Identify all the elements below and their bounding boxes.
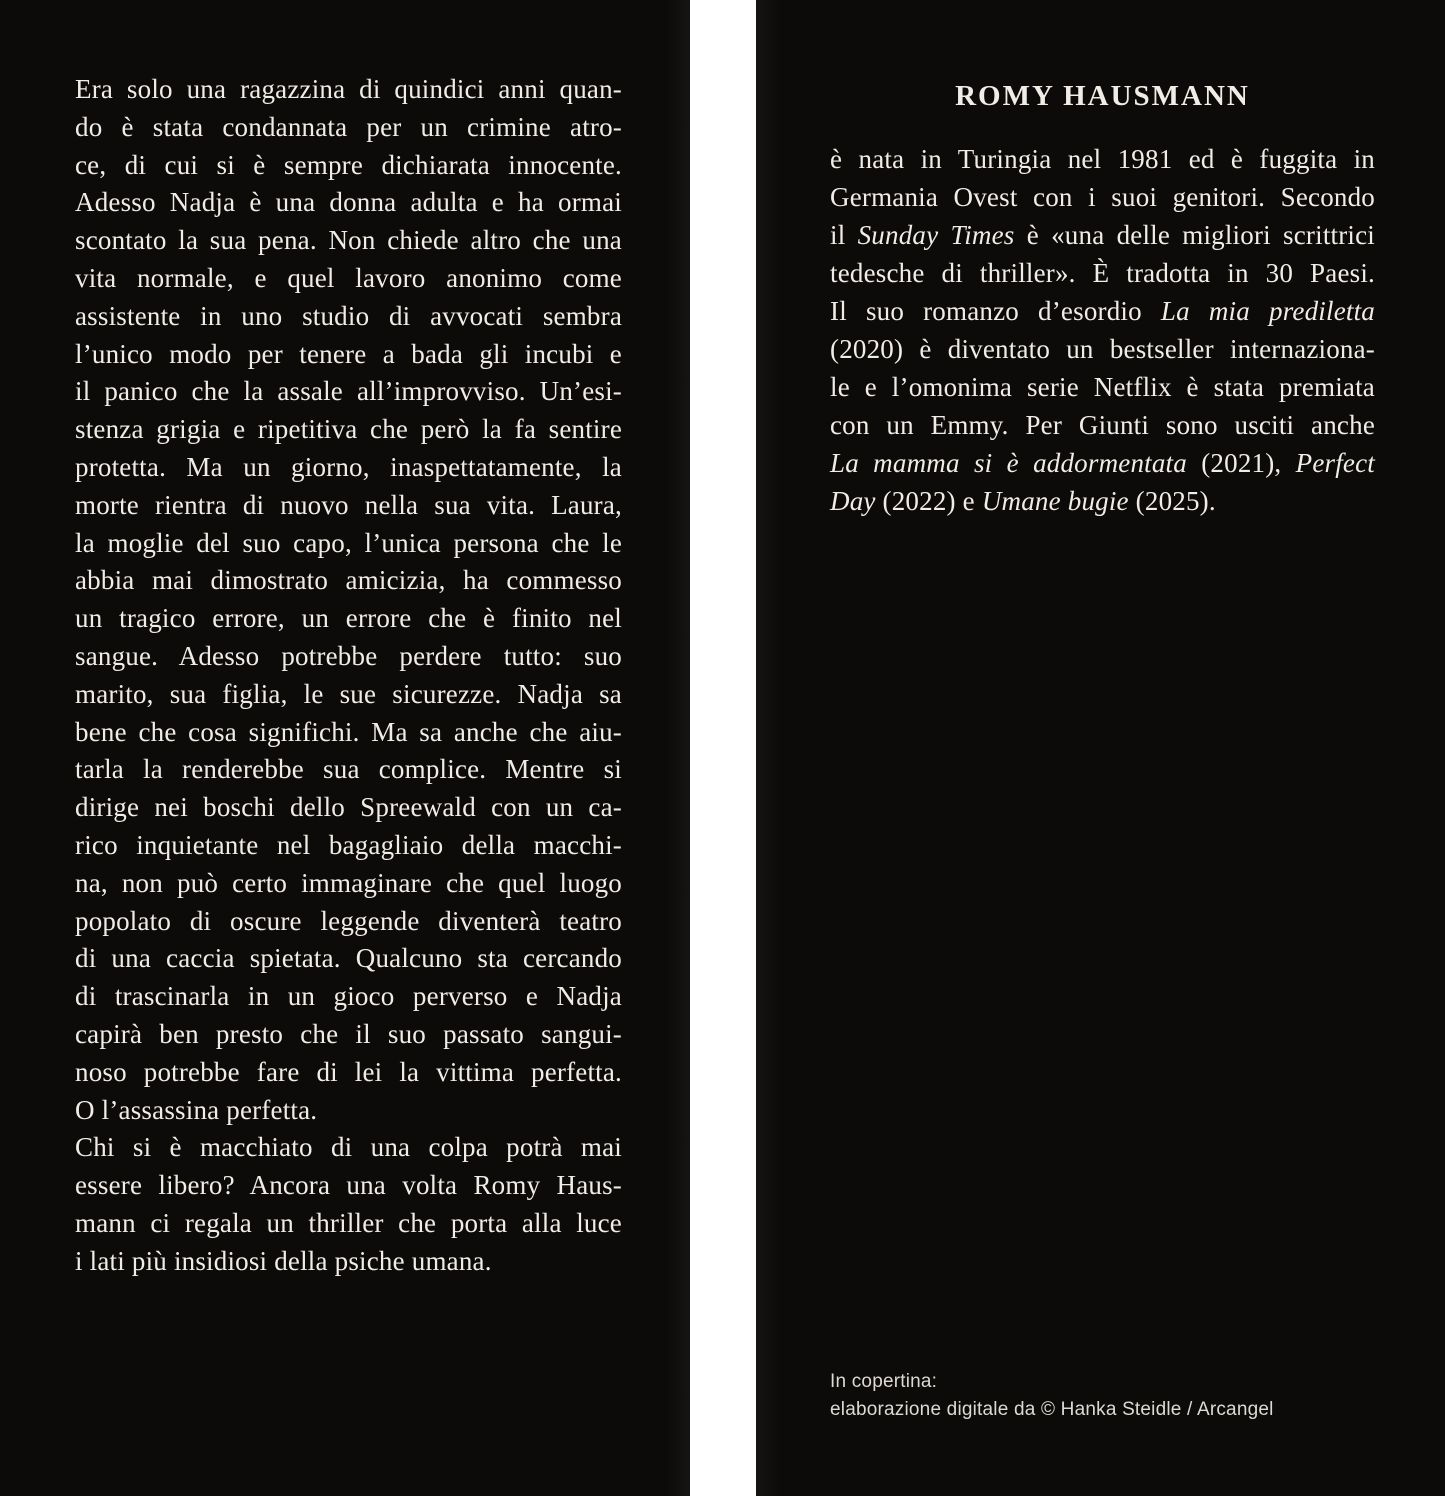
text-line: stenza grigia e ripetitiva che però la fa sentire <box>75 414 622 445</box>
text-line: è nata in Turingia nel 1981 ed è fuggita in <box>830 144 1375 174</box>
text-line: sangue. Adesso potrebbe perdere tutto: suo <box>75 640 622 671</box>
text-line: bene che cosa significhi. Ma sa anche che aiu- <box>75 716 622 747</box>
italic-text-segment: La mia prediletta <box>1160 296 1375 326</box>
left-flap-panel <box>0 0 690 1496</box>
text-line: i lati più insidiosi della psiche umana. <box>75 1245 492 1276</box>
text-line: rico inquietante nel bagagliaio della macchi- <box>75 829 622 860</box>
text-line: tarla la renderebbe sua complice. Mentre si <box>75 754 622 785</box>
italic-text-segment: Umane bugie <box>981 486 1129 516</box>
text-segment: Il suo romanzo d’esordio <box>830 296 1161 326</box>
text-line: morte rientra di nuovo nella sua vita. Laura, <box>75 489 622 520</box>
text-line: O l’assassina perfetta. <box>75 1094 318 1125</box>
cover-credit <box>830 1368 1390 1424</box>
text-line: la moglie del suo capo, l’unica persona che le <box>75 527 622 558</box>
text-line: marito, sua figlia, le sue sicurezze. Nadja sa <box>75 678 622 709</box>
cover-credit-line: In copertina: <box>830 1371 938 1392</box>
text-segment: (2025). <box>1128 486 1216 516</box>
text-line: Adesso Nadja è una donna adulta e ha ormai <box>75 187 622 218</box>
text-line: assistente in uno studio di avvocati sembra <box>75 300 622 331</box>
text-segment: (2022) e <box>875 486 982 516</box>
text-line: di una caccia spietata. Qualcuno sta cercando <box>75 943 622 974</box>
italic-text-segment: Perfect <box>1295 448 1375 478</box>
text-line <box>830 216 1375 254</box>
text-line: un tragico errore, un errore che è finito nel <box>75 603 622 634</box>
text-line: le e l’omonima serie Netflix è stata premiata <box>830 372 1375 402</box>
author-bio <box>830 140 1375 520</box>
cover-credit-line: elaborazione digitale da © Hanka Steidle / Arcangel <box>830 1399 1274 1420</box>
text-line <box>830 482 1375 520</box>
italic-text-segment: La mamma si è addormentata <box>830 448 1187 478</box>
text-line <box>830 444 1375 482</box>
text-line: dirige nei boschi dello Spreewald con un ca- <box>75 792 622 823</box>
text-line: Germania Ovest con i suoi genitori. Secondo <box>830 182 1375 212</box>
text-segment: il <box>830 220 858 250</box>
italic-text-segment: Day <box>830 486 876 516</box>
text-line: abbia mai dimostrato amicizia, ha commesso <box>75 565 622 596</box>
text-line: essere libero? Ancora una volta Romy Haus- <box>75 1170 622 1201</box>
text-segment: è «una delle migliori scrittrici <box>1014 220 1375 250</box>
text-line: na, non può certo immaginare che quel luogo <box>75 867 622 898</box>
text-line: l’unico modo per tenere a bada gli incubi e <box>75 338 622 369</box>
text-line: scontato la sua pena. Non chiede altro che una <box>75 225 622 256</box>
text-line: popolato di oscure leggende diventerà teatro <box>75 905 622 936</box>
text-line: di trascinarla in un gioco perverso e Nadja <box>75 981 622 1012</box>
text-line: Era solo una ragazzina di quindici anni quan- <box>75 74 622 104</box>
italic-text-segment: Sunday Times <box>857 220 1015 250</box>
text-line: protetta. Ma un giorno, inaspettatamente, la <box>75 451 622 482</box>
text-line: noso potrebbe fare di lei la vittima perfetta. <box>75 1056 622 1087</box>
text-line: vita normale, e quel lavoro anonimo come <box>75 262 622 293</box>
author-name: ROMY HAUSMANN <box>955 80 1250 112</box>
text-line: con un Emmy. Per Giunti sono usciti anche <box>830 410 1375 440</box>
text-line: Chi si è macchiato di una colpa potrà mai <box>75 1132 622 1163</box>
text-line: mann ci regala un thriller che porta alla luce <box>75 1207 622 1238</box>
text-line: (2020) è diventato un bestseller internaziona- <box>830 334 1375 364</box>
book-synopsis <box>75 71 622 1281</box>
text-line: do è stata condannata per un crimine atro- <box>75 111 622 142</box>
text-line: capirà ben presto che il suo passato sangui- <box>75 1018 622 1049</box>
text-line: tedesche di thriller». È tradotta in 30 Paesi. <box>830 258 1375 288</box>
text-line: il panico che la assale all’improvviso. Un’esi- <box>75 376 622 407</box>
text-line <box>830 292 1375 330</box>
right-flap-panel <box>756 0 1445 1496</box>
text-line: ce, di cui si è sempre dichiarata innocente. <box>75 149 622 180</box>
text-segment: (2021), <box>1186 448 1296 478</box>
